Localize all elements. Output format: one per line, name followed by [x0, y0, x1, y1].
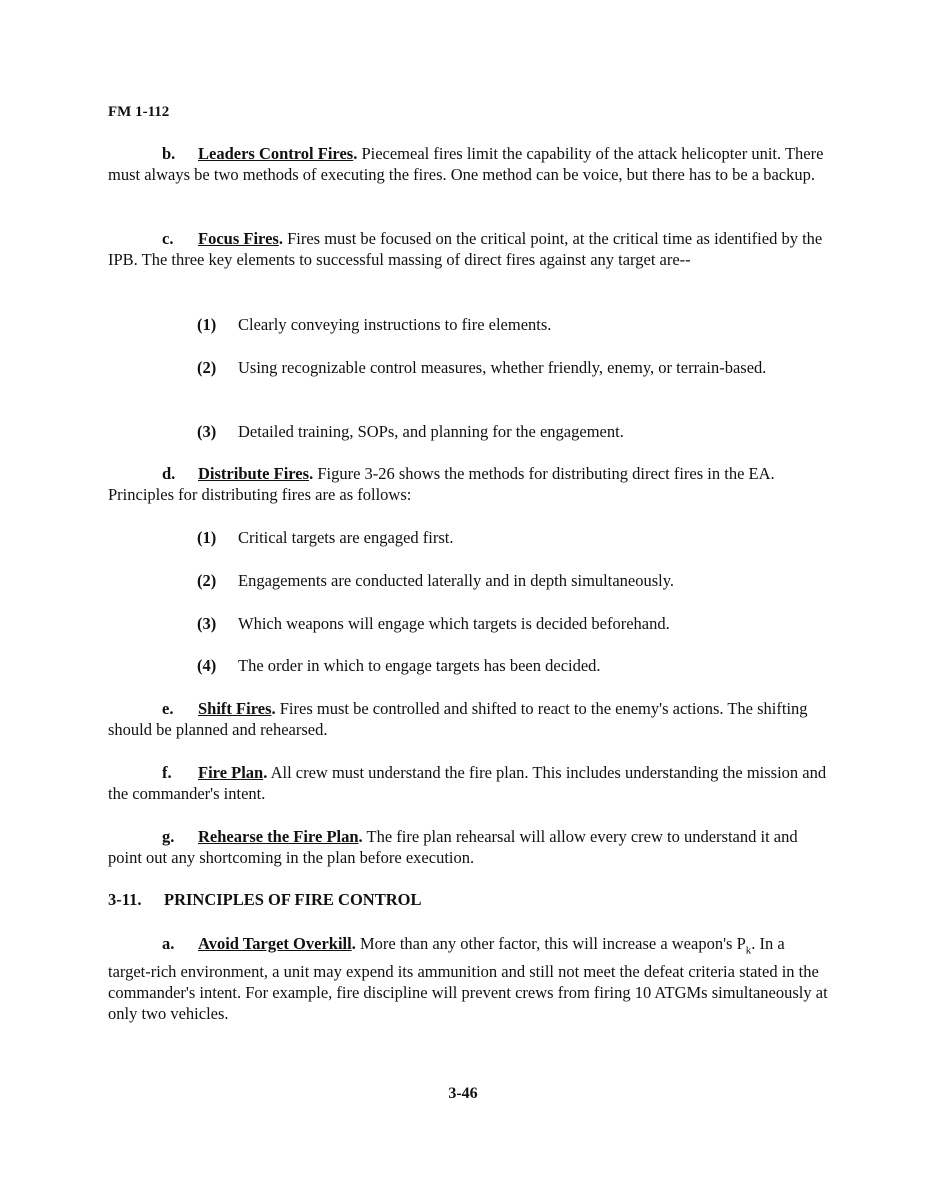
paragraph-letter: c.	[162, 229, 174, 248]
paragraph-heading: Distribute Fires	[198, 464, 310, 483]
list-item-text: Which weapons will engage which targets is decided beforehand.	[238, 614, 670, 633]
paragraph-letter: a.	[162, 934, 175, 953]
paragraph-text: Figure 3-26 shows the methods for distributing direct fires in the EA. Principles for distributing fires are as follows:	[108, 464, 775, 504]
paragraph-section-a: a. Avoid Target Overkill. More than any other factor, this will increase a weapon's $P_k$. In a target-rich environment, a unit may expend its ammunition and still not meet the defeat criteria stated in the commander's intent. For example, fire discipline will prevent crews from firing 10 ATGMs simultaneously at only two vehicles.	[108, 934, 828, 1024]
paragraph-heading: Focus Fires	[198, 229, 279, 248]
list-item	[197, 570, 837, 591]
section-title: PRINCIPLES OF FIRE CONTROL	[164, 890, 422, 909]
paragraph-b: b. Leaders Control Fires. Piecemeal fires limit the capability of the attack helicopter unit. There must always be two methods of executing the fires. One method can be voice, but there has to be a backup.	[108, 144, 824, 184]
paragraph-f: f. Fire Plan. All crew must understand the fire plan. This includes understanding the mission and the commander's intent.	[108, 763, 827, 803]
paragraph-heading: Fire Plan	[198, 763, 264, 782]
list-item-text: The order in which to engage targets has been decided.	[238, 656, 601, 675]
paragraph-c: c. Focus Fires. Fires must be focused on the critical point, at the critical time as identified by the IPB. The three key elements to successful massing of direct fires against any target are--	[108, 229, 823, 269]
paragraph-heading: Shift Fires	[198, 699, 272, 718]
list-item-number: (1)	[197, 315, 217, 334]
paragraph-g: g. Rehearse the Fire Plan. The fire plan rehearsal will allow every crew to understand it and point out any shortcoming in the plan before execution.	[108, 827, 798, 867]
list-item-number: (3)	[197, 422, 217, 441]
list-item	[197, 421, 837, 442]
paragraph-text: Piecemeal fires limit the capability of the attack helicopter unit. There must always be two methods of executing the fires. One method can be voice, but there has to be a backup.	[108, 144, 824, 184]
paragraph-text-before: More than any other factor, this will increase a weapon's P	[359, 934, 746, 953]
paragraph-e: e. Shift Fires. Fires must be controlled and shifted to react to the enemy's actions. The shifting should be planned and rehearsed.	[108, 699, 808, 739]
list-item-number: (2)	[197, 358, 217, 377]
paragraph-text-after: . In a target-rich environment, a unit may expend its ammunition and still not meet the defeat criteria stated in the commander's intent. For example, fire discipline will prevent crews from firing 10 ATGMs simultaneously at only two vehicles.	[108, 934, 828, 1024]
list-item	[197, 527, 837, 548]
paragraph-heading: Leaders Control Fires	[198, 144, 354, 163]
paragraph-text: The fire plan rehearsal will allow every crew to understand it and point out any shortcoming in the plan before execution.	[108, 827, 798, 867]
paragraph-letter: b.	[162, 144, 176, 163]
list-item-number: (3)	[197, 614, 217, 633]
paragraph-letter: f.	[162, 763, 172, 782]
paragraph-letter: e.	[162, 699, 174, 718]
list-item	[197, 655, 837, 676]
list-item-text: Using recognizable control measures, whether friendly, enemy, or terrain-based.	[238, 358, 767, 377]
paragraph-heading: Rehearse the Fire Plan	[198, 827, 359, 846]
list-item-number: (2)	[197, 571, 217, 590]
list-item-text: Critical targets are engaged first.	[238, 528, 454, 547]
section-number: 3-11.	[108, 890, 142, 909]
section-heading	[108, 890, 421, 910]
list-item	[108, 357, 828, 378]
list-item-number: (1)	[197, 528, 217, 547]
list-item-text: Clearly conveying instructions to fire elements.	[238, 315, 552, 334]
list-item-number: (4)	[197, 656, 217, 675]
list-item-text: Engagements are conducted laterally and in depth simultaneously.	[238, 571, 675, 590]
list-item	[197, 613, 837, 634]
paragraph-letter: d.	[162, 464, 176, 483]
document-id: FM 1-112	[108, 104, 170, 120]
paragraph-text: Fires must be focused on the critical point, at the critical time as identified by the IPB. The three key elements to successful massing of direct fires against any target are--	[108, 229, 823, 269]
list-item-text: Detailed training, SOPs, and planning for the engagement.	[238, 422, 624, 441]
paragraph-heading: Avoid Target Overkill	[198, 934, 352, 953]
paragraph-d: d. Distribute Fires. Figure 3-26 shows the methods for distributing direct fires in the EA. Principles for distributing fires are as follows:	[108, 464, 775, 504]
subscript-k: k	[745, 944, 752, 957]
list-item	[197, 314, 837, 335]
page-number: 3-46	[448, 1085, 478, 1102]
paragraph-letter: g.	[162, 827, 175, 846]
paragraph-text: All crew must understand the fire plan. This includes understanding the mission and the commander's intent.	[108, 763, 827, 803]
paragraph-text: Fires must be controlled and shifted to react to the enemy's actions. The shifting should be planned and rehearsed.	[108, 699, 808, 739]
